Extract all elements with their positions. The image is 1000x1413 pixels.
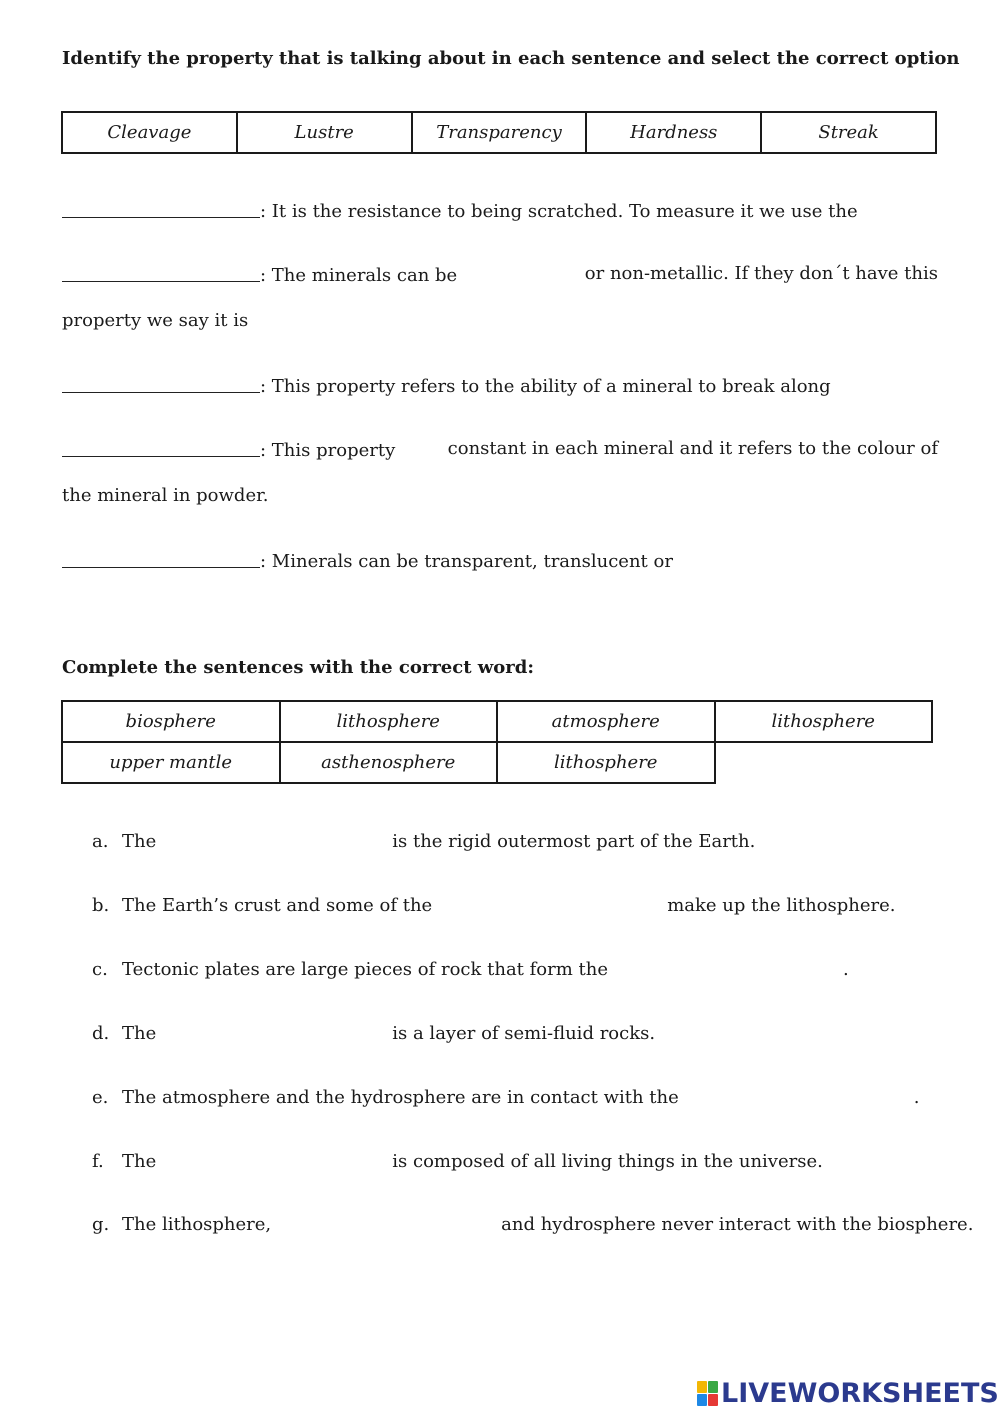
word-option-lithosphere-2[interactable]: lithosphere	[715, 701, 933, 742]
answer-blank-1[interactable]	[62, 199, 260, 218]
property-options-table	[61, 111, 937, 154]
property-sentence-5: : Minerals can be transparent, translucent or	[62, 549, 673, 572]
empty-cell	[715, 742, 933, 783]
list-item-g: g. The lithosphere, and hydrosphere never interact with the biosphere.	[92, 1214, 974, 1235]
property-sentence-2: : The minerals can be or non-metallic. If they don´t have this	[62, 263, 938, 286]
list-item-a: a. The is the rigid outermost part of the Earth.	[92, 831, 756, 852]
word-options-table	[61, 700, 933, 784]
liveworksheets-logo-icon	[697, 1380, 719, 1406]
list-item-c: c. Tectonic plates are large pieces of rock that form the .	[92, 959, 849, 980]
property-sentence-4: : This property constant in each mineral and it refers to the colour of	[62, 438, 938, 461]
list-item-e: e. The atmosphere and the hydrosphere are in contact with the .	[92, 1087, 920, 1108]
answer-blank-4[interactable]	[62, 438, 260, 457]
word-option-atmosphere[interactable]: atmosphere	[497, 701, 715, 742]
option-transparency[interactable]: Transparency	[412, 112, 587, 153]
property-sentence-1: : It is the resistance to being scratched. To measure it we use the	[62, 199, 858, 222]
list-item-d: d. The is a layer of semi-fluid rocks.	[92, 1023, 656, 1044]
option-streak[interactable]: Streak	[761, 112, 936, 153]
option-hardness[interactable]: Hardness	[586, 112, 761, 153]
option-cleavage[interactable]: Cleavage	[62, 112, 237, 153]
liveworksheets-logo	[697, 1376, 999, 1410]
answer-blank-3[interactable]	[62, 374, 260, 393]
answer-blank-5[interactable]	[62, 549, 260, 568]
answer-blank-2[interactable]	[62, 263, 260, 282]
list-item-f: f. The is composed of all living things in the universe.	[92, 1151, 823, 1172]
section2-heading: Complete the sentences with the correct word:	[62, 657, 535, 678]
word-option-biosphere[interactable]: biosphere	[62, 701, 280, 742]
property-sentence-4-cont: the mineral in powder.	[62, 485, 269, 506]
word-option-upper-mantle[interactable]: upper mantle	[62, 742, 280, 783]
option-lustre[interactable]: Lustre	[237, 112, 412, 153]
word-option-lithosphere-3[interactable]: lithosphere	[497, 742, 715, 783]
section1-heading: Identify the property that is talking about in each sentence and select the correct option	[62, 48, 960, 69]
word-option-lithosphere-1[interactable]: lithosphere	[280, 701, 498, 742]
property-sentence-3: : This property refers to the ability of a mineral to break along	[62, 374, 831, 397]
word-option-asthenosphere[interactable]: asthenosphere	[280, 742, 498, 783]
list-item-b: b. The Earth’s crust and some of the make up the lithosphere.	[92, 895, 896, 916]
liveworksheets-logo-text: LIVEWORKSHEETS	[721, 1377, 999, 1409]
property-sentence-2-cont: property we say it is	[62, 310, 249, 331]
